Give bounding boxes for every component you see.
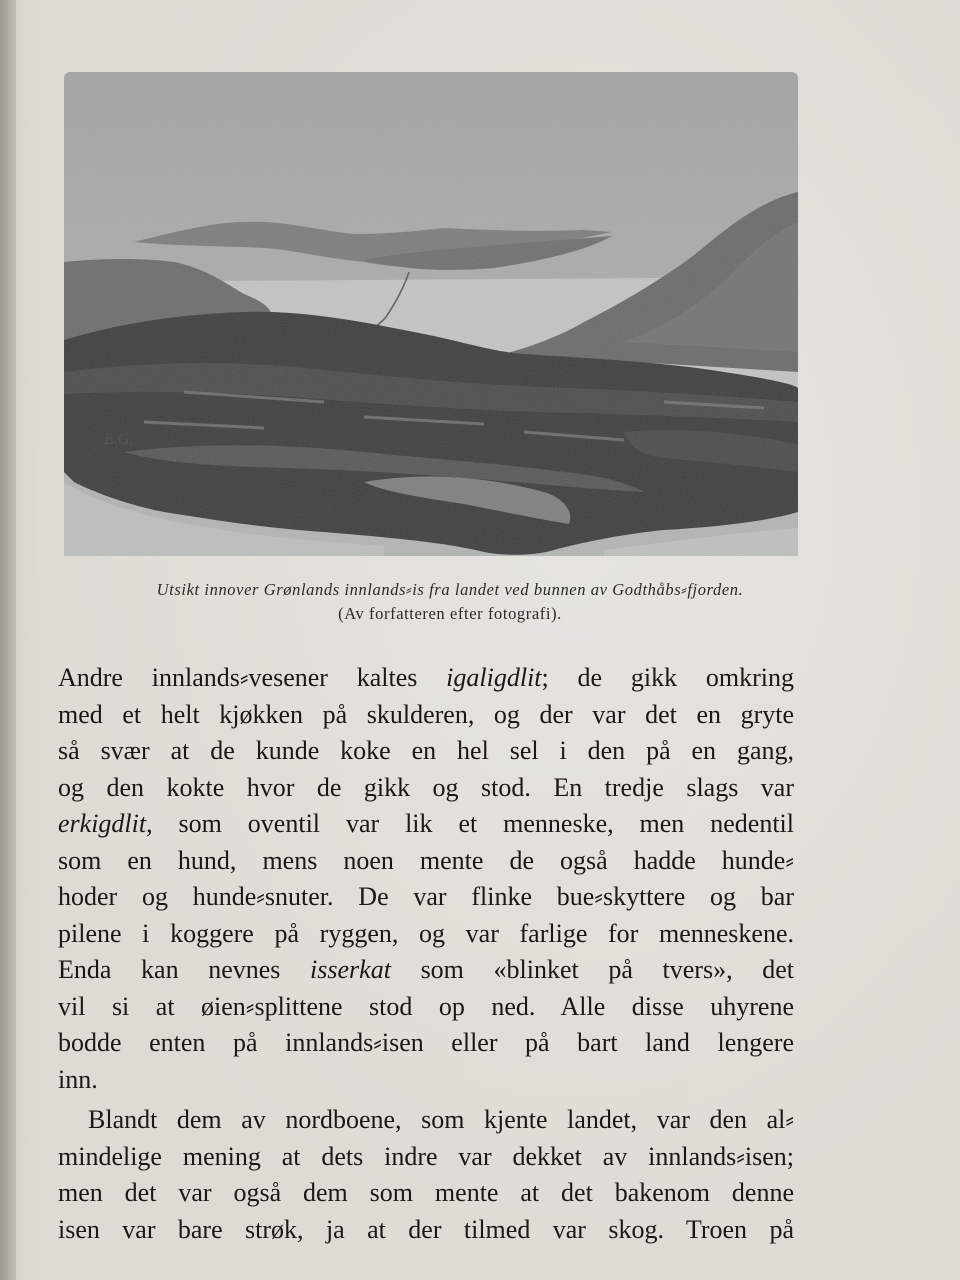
inland-ice-illustration	[64, 72, 798, 556]
book-spine-shadow	[0, 0, 16, 1280]
text-line: med et helt kjøkken på skulderen, og der var det en gryte	[58, 699, 794, 729]
text-line: Enda kan nevnes isserkat som «blinket på tvers», det	[58, 955, 794, 984]
artist-signature: E.G.	[104, 431, 134, 448]
body-text	[58, 660, 794, 1248]
text-line: så svær at de kunde koke en hel sel i den på en gang,	[58, 736, 794, 765]
caption-line-1: Utsikt innover Grønlands innlands⸗is fra landet ved bunnen av Godthåbs⸗fjorden.	[156, 580, 744, 599]
landscape-drawing	[64, 72, 798, 556]
text-line: bodde enten på innlands⸗isen eller på bart land lengere	[58, 1028, 794, 1057]
text-line: pilene i koggere på ryggen, og var farlige for menneskene.	[58, 918, 794, 948]
italic-term: igaligdlit	[446, 663, 542, 692]
text-line: hoder og hunde⸗snuter. De var flinke bue⸗skyttere og bar	[58, 882, 794, 911]
italic-term: erkigdlit	[58, 809, 147, 838]
text-line: mindelige mening at dets indre var dekket av innlands⸗isen;	[58, 1141, 794, 1171]
text-line: inn.	[58, 1064, 98, 1094]
caption-line-2: (Av forfatteren efter fotografi).	[338, 604, 562, 623]
text-line: isen var bare strøk, ja at der tilmed var skog. Troen på	[58, 1214, 794, 1244]
paragraph-1	[58, 660, 794, 1098]
text-line: vil si at øien⸗splittene stod op ned. Alle disse uhyrene	[58, 991, 794, 1021]
figure-caption	[60, 578, 840, 626]
text-line: Andre innlands⸗vesener kaltes igaligdlit; de gikk omkring	[58, 663, 794, 692]
text-line: Blandt dem av nordboene, som kjente landet, var den al⸗	[88, 1105, 794, 1134]
paragraph-2	[58, 1102, 794, 1248]
italic-term: isserkat	[310, 955, 391, 984]
text-line: men det var også dem som mente at det bakenom denne	[58, 1178, 794, 1207]
text-line: som en hund, mens noen mente de også hadde hunde⸗	[58, 845, 794, 875]
text-line: erkigdlit, som oventil var lik et menneske, men nedentil	[58, 809, 794, 838]
text-line: og den kokte hvor de gikk og stod. En tredje slags var	[58, 772, 794, 802]
